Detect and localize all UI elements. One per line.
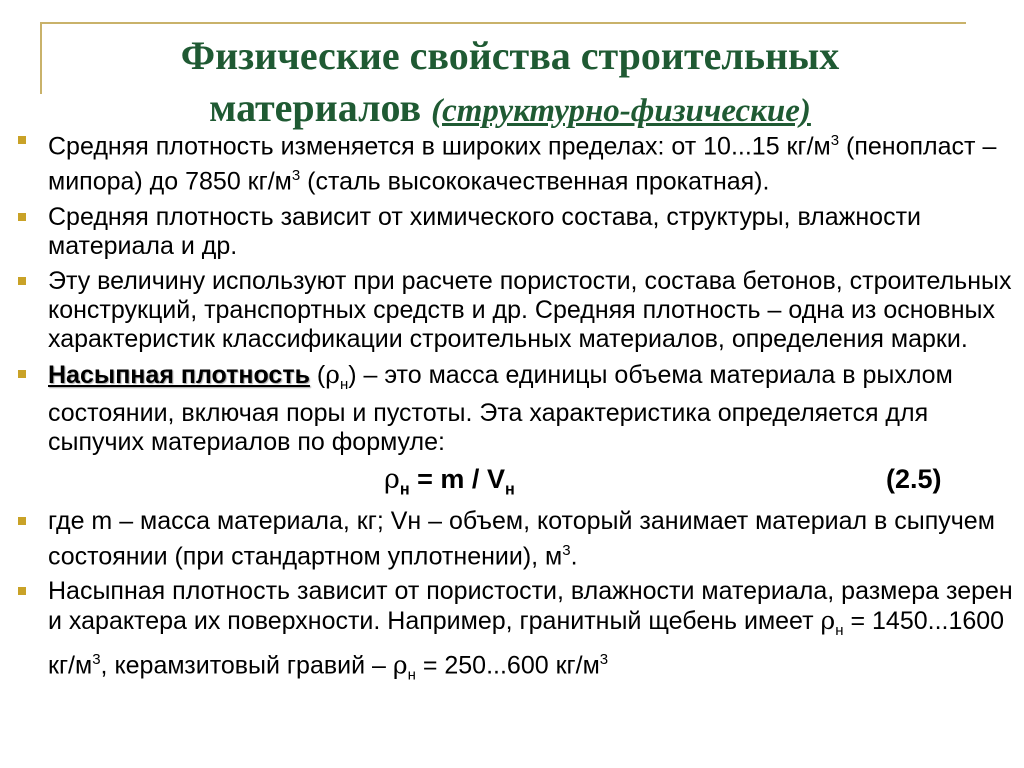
bullet-square-icon [18,213,26,221]
rho-symbol: ρ [820,605,836,635]
bullet-item-bulk-density [14,360,1014,457]
item-text: (сталь высококачественная прокатная). [300,167,770,196]
formula-row [14,463,1014,503]
rho-symbol: ρ [392,650,408,680]
bullet-item-density-usage [14,267,1014,354]
item-text: Средняя плотность зависит от химического состава, структуры, влажности материала и др. [48,202,921,260]
item-text: ) – это масса единицы объема материала в рыхлом состоянии, включая поры и пустоты. Эта характеристика определяется для сыпучих материалов по формуле: [48,360,953,456]
frame-top-line [40,22,966,24]
formula-middle: = m / V [409,463,505,494]
subscript: н [399,480,410,499]
bullet-square-icon [18,517,26,525]
item-text: (пенопласт –мипора) до 7850 кг/м [48,132,997,196]
bullet-square-icon [18,277,26,285]
bullet-square-icon [18,136,26,144]
title-subtitle: (структурно-физические) [431,93,811,129]
item-text: . [570,541,578,570]
title-line-1: Физические свойства строительных [180,33,840,78]
item-text: , керамзитовый гравий – [100,651,393,680]
slide-title [60,30,960,137]
superscript: 3 [830,132,840,149]
frame-left-line [40,22,42,94]
superscript: 3 [599,650,609,668]
equation-number: (2.5) [886,463,942,494]
bullet-square-icon [18,370,26,378]
superscript: 3 [562,541,571,559]
bullet-item-density-factors [14,203,1014,261]
bullet-square-icon [18,587,26,595]
item-text: = 1450...1600 кг/м [48,606,1005,680]
bullet-item-density-range [14,126,1014,197]
superscript: 3 [92,650,101,668]
slide-content [14,126,1014,695]
item-text: Насыпная плотность зависит от пористости, влажности материала, размера зерен и характера их поверхности. Например, гранитный щебень имеет [48,576,1013,635]
bullet-item-formula-legend [14,507,1014,571]
item-text: = 250...600 кг/м [415,651,600,680]
subscript: н [407,666,416,684]
item-text: ( [309,360,326,389]
rho-symbol: ρ [325,359,340,389]
title-line-2-main: материалов [209,85,432,130]
superscript: 3 [291,167,301,185]
subscript: н [835,621,844,639]
formula [384,465,515,504]
subscript: н [339,375,349,393]
subscript: н [504,480,515,499]
bullet-item-bulk-density-examples [14,577,1014,689]
term-bulk-density: Насыпная плотность [48,360,310,389]
rho-symbol: ρ [384,463,400,495]
item-text: где m – масса материала, кг; Vн – объем, который занимает материал в сыпучем состоянии (при стандартном уплотнении), м [48,506,995,570]
item-text: Средняя плотность изменяется в широких пределах: от 10...15 кг/м [48,132,831,161]
item-text: Эту величину используют при расчете пористости, состава бетонов, строительных конструкций, транспортных средств и др. Средняя плотность – одна из основных характеристик классификации строительных материалов, определения марки. [48,266,1012,353]
